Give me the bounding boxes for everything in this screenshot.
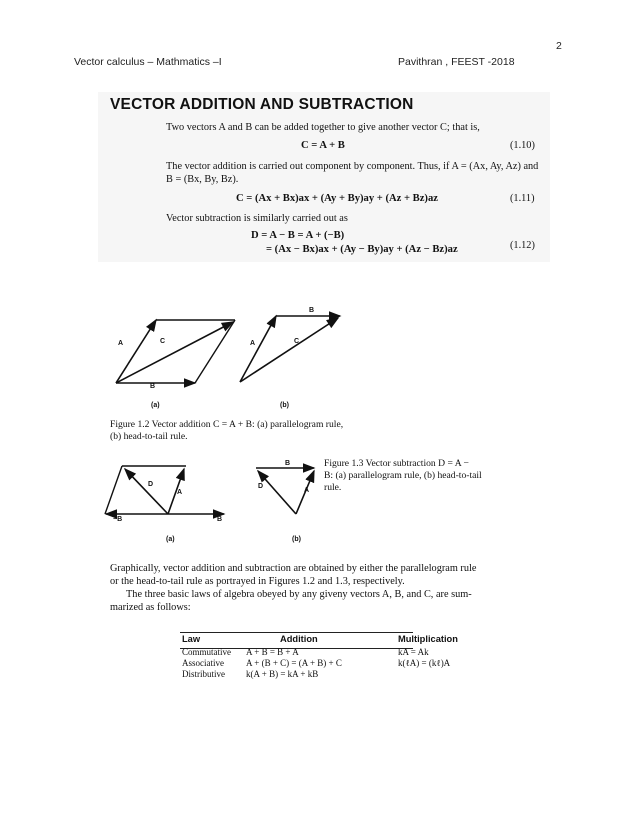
fig12-sub-a: (a)	[151, 402, 160, 409]
fig12-caption-line2: (b) head-to-tail rule.	[110, 431, 188, 442]
fig12b-label-b: B	[309, 307, 315, 314]
equation-1-12-line2: = (Ax − Bx)ax + (Ay − By)ay + (Az − Bz)az	[266, 244, 458, 255]
fig13a-label-b: B	[217, 516, 223, 523]
fig13-caption-line2: B: (a) parallelogram rule, (b) head-to-tail	[324, 470, 482, 481]
table-row	[182, 646, 464, 657]
fig13b-label-b: B	[285, 460, 291, 467]
section-title: VECTOR ADDITION AND SUBTRACTION	[110, 96, 414, 113]
fig12a-vector-c	[116, 322, 233, 383]
fig13a-left-side	[105, 466, 122, 514]
fig12b-vector-c	[240, 318, 338, 382]
laws-table	[182, 633, 464, 679]
table-header-row	[182, 633, 464, 646]
fig13a-vector-d	[125, 469, 168, 514]
paragraph-2-line1: The vector addition is carried out component by component. Thus, if A = (Ax, Ay, Az) and	[166, 161, 539, 172]
table-row	[182, 657, 464, 668]
fig12a-label-a: A	[118, 340, 124, 347]
header-left: Vector calculus – Mathmatics –I	[74, 56, 222, 68]
fig13a-label-minus-b: −B	[113, 516, 123, 523]
paragraph-3: Vector subtraction is similarly carried out as	[166, 213, 348, 224]
equation-1-12-number: (1.12)	[510, 240, 535, 251]
fig13b-label-a: A	[304, 487, 310, 494]
row-commutative-addition: A + B = B + A	[246, 647, 299, 657]
fig12-caption-line1: Figure 1.2 Vector addition C = A + B: (a) parallelogram rule,	[110, 419, 344, 430]
fig12b-label-a: A	[250, 340, 256, 347]
equation-1-10: C = A + B	[301, 140, 345, 151]
fig12a-label-b: B	[150, 383, 156, 390]
closing-line4: marized as follows:	[110, 602, 191, 613]
fig13-sub-b: (b)	[292, 536, 301, 543]
fig13a-label-d: D	[148, 481, 154, 488]
header-multiplication: Multiplication	[398, 634, 458, 644]
paragraph-2-line2: B = (Bx, By, Bz).	[166, 174, 239, 185]
row-distributive-law: Distributive	[182, 669, 225, 679]
equation-1-12-line1: D = A − B = A + (−B)	[251, 230, 345, 241]
row-distributive-addition: k(A + B) = kA + kB	[246, 669, 319, 679]
equation-1-11: C = (Ax + Bx)ax + (Ay + By)ay + (Az + Bz)az	[236, 193, 438, 204]
header-addition: Addition	[280, 634, 318, 644]
figure-1-3-diagram	[100, 456, 325, 536]
closing-line1: Graphically, vector addition and subtraction are obtained by either the parallelogram rule	[110, 563, 477, 574]
equation-1-10-number: (1.10)	[510, 140, 535, 151]
table-row	[182, 668, 464, 679]
row-commutative-multiplication: kA = Ak	[398, 647, 429, 657]
equation-1-11-number: (1.11)	[510, 193, 535, 204]
intro-text: Two vectors A and B can be added together to give another vector C; that is,	[166, 122, 480, 133]
row-commutative-law: Commutative	[182, 647, 231, 657]
fig12a-label-c: C	[160, 338, 166, 345]
fig12-sub-b: (b)	[280, 402, 289, 409]
row-associative-law: Associative	[182, 658, 224, 668]
header-right: Pavithran , FEEST -2018	[398, 56, 515, 68]
fig13a-label-a: A	[177, 489, 183, 496]
fig12a-vector-a	[116, 320, 156, 383]
closing-line2: or the head-to-tail rule as portrayed in Figures 1.2 and 1.3, respectively.	[110, 576, 405, 587]
fig13b-label-d: D	[258, 483, 264, 490]
header-law: Law	[182, 634, 201, 644]
fig13b-vector-d	[258, 471, 296, 514]
fig13-caption-line3: rule.	[324, 482, 342, 493]
closing-line3: The three basic laws of algebra obeyed by any giveny vectors A, B, and C, are sum-	[126, 589, 472, 600]
page-number: 2	[556, 40, 562, 52]
row-associative-multiplication: k(ℓA) = (kℓ)A	[398, 658, 451, 668]
fig12a-side-right	[195, 320, 235, 383]
fig12b-label-c: C	[294, 338, 300, 345]
fig13-caption-line1: Figure 1.3 Vector subtraction D = A −	[324, 458, 469, 469]
row-associative-addition: A + (B + C) = (A + B) + C	[246, 658, 342, 668]
fig13-sub-a: (a)	[166, 536, 175, 543]
fig12b-vector-a	[240, 316, 276, 382]
row-distributive-multiplication	[398, 668, 464, 679]
